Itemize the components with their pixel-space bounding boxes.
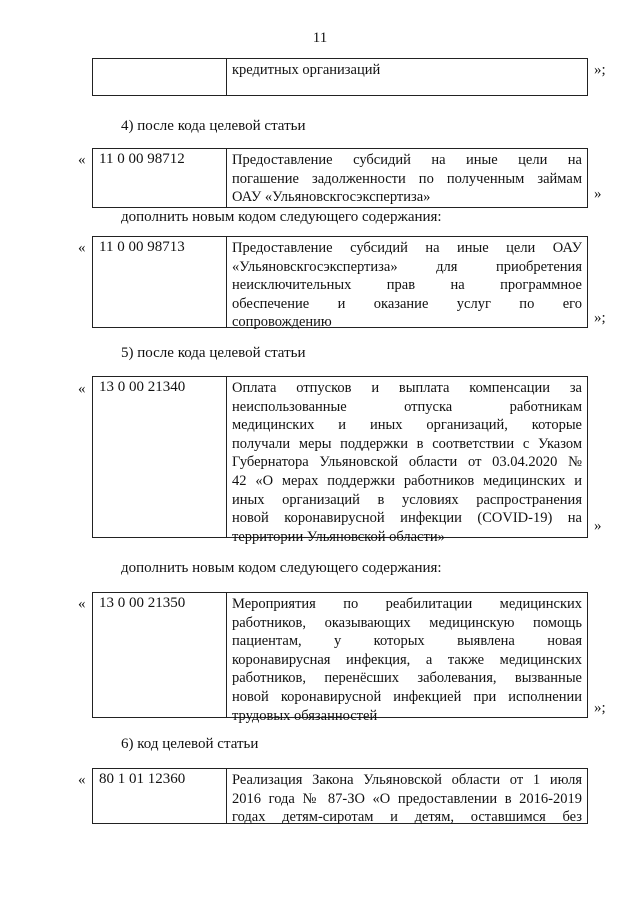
text-line: 42 «О мерах поддержки работников медицинских и [232,472,582,489]
text-line: ОАУ «Ульяновскгосэкспертиза» [232,189,431,206]
closing-quote: »; [594,62,606,78]
description-cell [227,769,587,826]
text-line: территории Ульяновской области» [232,528,445,545]
text-line: работников, перенёсших заболевания, вызванные [232,670,582,687]
paragraph-heading: 4) после кода целевой статьи [121,118,306,134]
text-line: неиспользованные отпуска работникам [232,398,582,415]
text-line: новой коронавирусной инфекции (COVID-19) на [232,510,582,527]
opening-quote: « [78,240,86,256]
table-row [92,148,588,208]
description-cell [227,377,587,545]
text-line: Реализация Закона Ульяновской области от 1 июля [232,772,582,788]
paragraph-heading: 6) код целевой статьи [121,736,259,752]
description-cell [227,59,587,95]
text-line: новой коронавирусной инфекцией при исполнении [232,688,582,705]
code-cell: 13 0 00 21340 [93,377,227,537]
text-line: получали меры поддержки в соответствии с Указом [232,435,582,452]
text-line: неисключительных прав на программное [232,277,582,294]
text-line: работников, оказывающих медицинскую помощь [232,614,582,631]
paragraph-text: дополнить новым кодом следующего содержания: [121,209,442,225]
opening-quote: « [78,381,86,397]
table-row [92,768,588,824]
description-cell [227,237,587,331]
opening-quote: « [78,596,86,612]
text-line: Предоставление субсидий на иные цели на [232,152,582,168]
table-row [92,236,588,331]
code-cell: 11 0 00 98712 [93,149,227,207]
closing-quote: »; [594,310,606,326]
code-cell: 80 1 01 12360 [93,769,227,823]
paragraph-heading: 5) после кода целевой статьи [121,345,306,361]
description-cell [227,593,587,724]
text-line: пациентам, у которых выявлена новая [232,633,582,650]
text-line: погашение задолженности по полученным займам [232,170,582,187]
text-line: кредитных организаций [232,62,381,78]
text-line: Губернатора Ульяновской области от 03.04.2020 № [232,454,582,471]
code-cell: 13 0 00 21350 [93,593,227,717]
description-cell [227,149,587,207]
text-line: медицинских и иных организаций, которые [232,417,582,434]
text-line: Мероприятия по реабилитации медицинских [232,596,582,612]
text-line: «Ульяновскгосэкспертиза» для приобретения [232,258,582,275]
text-line: 2016 года № 87-ЗО «О предоставлении в 2016-2019 [232,790,582,807]
code-cell [93,59,227,95]
table-row [92,376,588,545]
paragraph-text: дополнить новым кодом следующего содержания: [121,560,442,576]
table-row [92,592,588,724]
text-line: коронавирусная инфекция, а также медицинских [232,651,582,668]
text-line: Оплата отпусков и выплата компенсации за [232,380,582,396]
opening-quote: « [78,152,86,168]
closing-quote: » [594,186,602,202]
opening-quote: « [78,772,86,788]
code-cell: 11 0 00 98713 [93,237,227,327]
text-line: годах детям-сиротам и детям, оставшимся без [232,809,582,826]
closing-quote: »; [594,700,606,716]
page-number: 11 [312,30,328,46]
closing-quote: » [594,518,602,534]
text-line: сопровождению [232,314,332,331]
text-line: иных организаций в условиях распространения [232,491,582,508]
text-line: Предоставление субсидий на иные цели ОАУ [232,240,582,256]
text-line: обеспечение и оказание услуг по его [232,295,582,312]
text-line: трудовых обязанностей [232,707,378,724]
table-row [92,58,588,96]
